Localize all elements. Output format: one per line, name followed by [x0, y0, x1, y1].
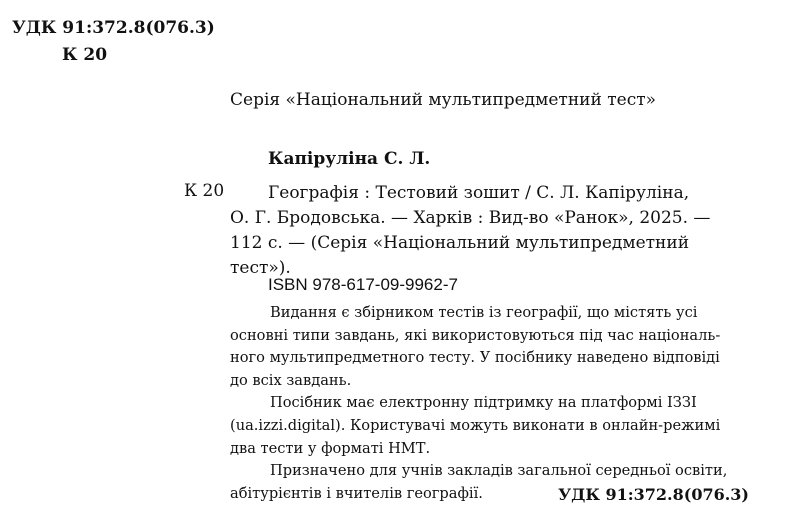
annotation-line: ного мультипредметного тесту. У посібнику наведено відповіді: [230, 349, 720, 367]
annotation: [230, 302, 750, 505]
author-heading: Капіруліна С. Л.: [268, 149, 431, 169]
shelf-code-top: К 20: [62, 45, 108, 65]
udk-code-top: УДК 91:372.8(076.3): [12, 18, 215, 38]
isbn: ISBN 978-617-09-9962-7: [268, 275, 458, 294]
annotation-line: (ua.izzi.digital). Користувачі можуть виконати в онлайн-режимі: [230, 416, 721, 434]
description-line: тест»).: [230, 258, 291, 278]
annotation-line: основні типи завдань, які використовуються під час національ-: [230, 326, 721, 344]
description-line: О. Г. Бродовська. — Харків : Вид-во «Ранок», 2025. —: [230, 208, 711, 228]
description-line: 112 с. — (Серія «Національний мультипредметний: [230, 233, 690, 253]
annotation-line: Посібник має електронну підтримку на платформі IЗЗI: [270, 394, 697, 412]
annotation-line: до всіх завдань.: [230, 371, 352, 389]
annotation-line: абітурієнтів і вчителів географії.: [230, 484, 483, 502]
annotation-line: Видання є збірником тестів із географії, що містять усі: [270, 304, 698, 321]
bibliographic-description: [230, 181, 750, 281]
shelf-code: К 20: [184, 181, 225, 201]
annotation-line: Призначено для учнів закладів загальної середньої освіти,: [270, 462, 728, 480]
description-line: Географія : Тестовий зошит / С. Л. Капіруліна,: [268, 183, 690, 203]
udk-code-bottom: УДК 91:372.8(076.3): [558, 485, 749, 504]
series-title: Серія «Національний мультипредметний тест»: [230, 90, 657, 110]
annotation-line: два тести у форматі НМТ.: [230, 439, 431, 457]
